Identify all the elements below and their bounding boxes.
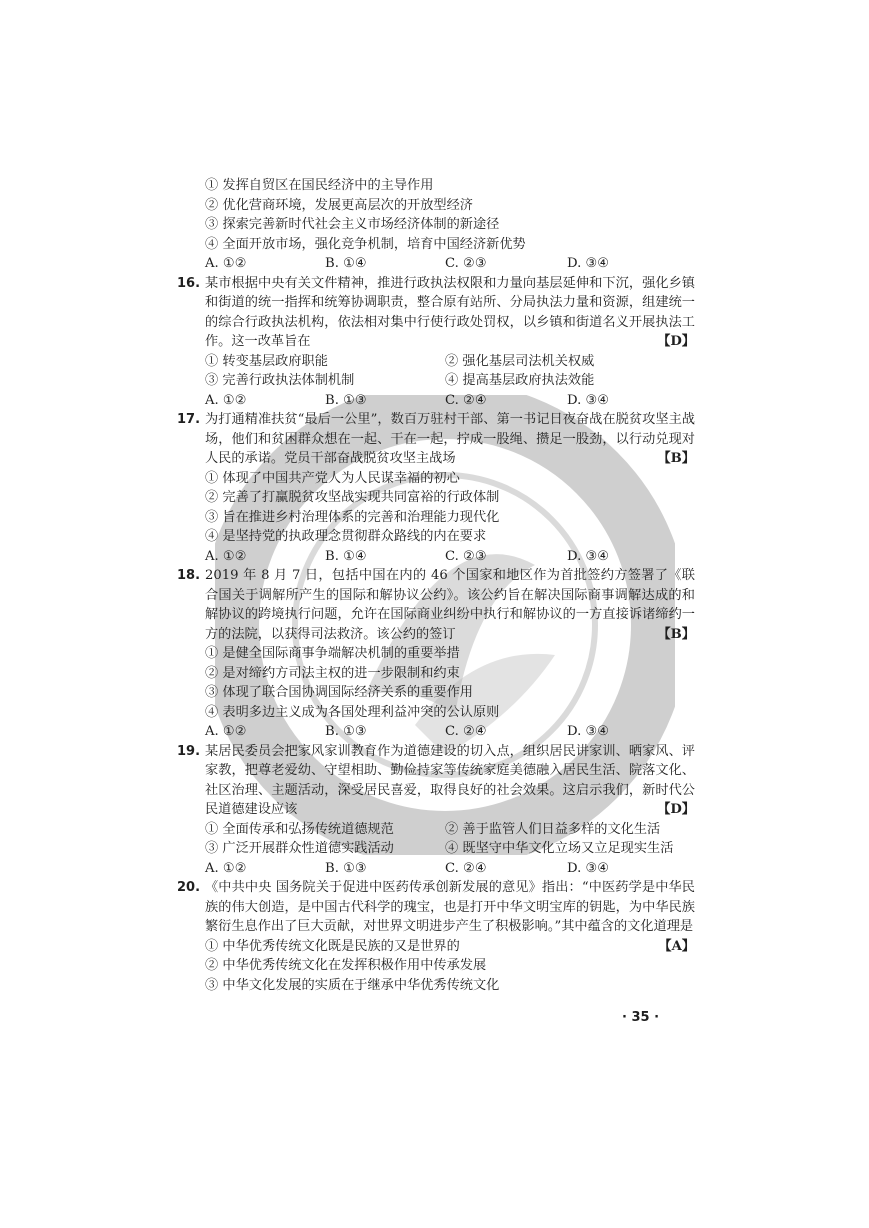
choice-d: D. ③④ [567, 548, 610, 564]
option: ① 转变基层政府职能 [205, 353, 328, 369]
question-16 [177, 274, 695, 411]
option: ① 体现了中国共产党人为人民谋幸福的初心 [205, 470, 460, 486]
option: ③ 中华文化发展的实质在于继承中华优秀传统文化 [205, 977, 500, 993]
stem-text: 某市根据中央有关文件精神，推进行政执法权限和力量向基层延伸和下沉，强化乡镇和街道的统一指挥和统筹协调职责，整合原有站所、分局执法力量和资源，组建统一的综合行政执法机构，依法相对集中行使行政处罚权，以乡镇和街道名义开展执法工作。这一改革旨在 [205, 275, 695, 349]
choice-c: C. ②④ [445, 724, 487, 739]
question-number: 18. [177, 568, 201, 583]
choice-a: A. ①② [205, 392, 247, 408]
option: ④ 既坚守中华文化立场又立足现实生活 [445, 841, 674, 856]
option: ② 完善了打赢脱贫攻坚战实现共同富裕的行政体制 [205, 490, 500, 505]
option: ② 善于监管人们日益多样的文化生活 [445, 821, 661, 837]
answer-key: 【D】 [657, 334, 695, 349]
option: ③ 广泛开展群众性道德实践活动 [205, 841, 394, 856]
question-18 [177, 566, 695, 742]
option: ① 中华优秀传统文化既是民族的又是世界的 [205, 938, 460, 954]
option: ① 是健全国际商事争端解决机制的重要举措 [205, 646, 460, 661]
option: ② 强化基层司法机关权威 [445, 353, 595, 369]
choice-row [205, 254, 695, 274]
choice-d: D. ③④ [567, 860, 610, 876]
option: ③ 完善行政执法体制机制 [205, 373, 355, 388]
page-number: · 35 · [622, 1010, 660, 1025]
question-stem [205, 410, 695, 469]
question-stem [205, 742, 695, 820]
question-number: 16. [177, 275, 201, 291]
choice-row [205, 391, 695, 411]
choice-c: C. ②④ [445, 392, 487, 408]
choice-row [205, 722, 695, 742]
question-stem [205, 274, 695, 352]
option: ④ 是坚持党的执政理念贯彻群众路线的内在要求 [205, 529, 487, 544]
option-row [205, 839, 695, 859]
choice-row [205, 859, 695, 879]
option: ① 全面传承和弘扬传统道德规范 [205, 821, 394, 837]
question-17 [177, 410, 695, 566]
choice-c: C. ②③ [445, 548, 487, 564]
choice-row [205, 547, 695, 567]
option: ③ 体现了联合国协调国际经济关系的重要作用 [205, 685, 473, 700]
choice-d: D. ③④ [567, 256, 610, 271]
question-20 [177, 878, 695, 995]
question-number: 19. [177, 743, 201, 759]
question-content [177, 176, 695, 995]
choice-a: A. ①② [205, 860, 247, 876]
choice-b: B. ①④ [325, 256, 367, 271]
stem-text: 2019 年 8 月 7 日，包括中国在内的 46 个国家和地区作为首批签约方签署了《联合国关于调解所产生的国际和解协议公约》。该公约旨在解决国际商事调解达成的和解协议的跨境执行问题，允许在国际商业纠纷中执行和解协议的一方直接诉诸缔约一方的法院，以获得司法救济。该公约的签订 [205, 568, 695, 642]
option: ① 发挥自贸区在国民经济中的主导作用 [205, 178, 434, 193]
choice-b: B. ①③ [325, 724, 367, 739]
option: ④ 表明多边主义成为各国处理利益冲突的公认原则 [205, 704, 500, 720]
question-19 [177, 742, 695, 879]
choice-c: C. ②④ [445, 860, 487, 876]
choice-b: B. ①③ [325, 392, 367, 408]
option: ③ 旨在推进乡村治理体系的完善和治理能力现代化 [205, 509, 500, 525]
option: ② 优化营商环境，发展更高层次的开放型经济 [205, 197, 473, 213]
choice-c: C. ②③ [445, 256, 487, 271]
option: ② 中华优秀传统文化在发挥积极作用中传承发展 [205, 958, 487, 973]
choice-a: A. ①② [205, 724, 247, 739]
option-row [205, 352, 695, 372]
answer-key: 【B】 [657, 626, 695, 642]
stem-text: 某居民委员会把家风家训教育作为道德建设的切入点，组织居民讲家训、晒家风、评家教，把尊老爱幼、守望相助、勤俭持家等传统家庭美德融入居民生活、院落文化、社区治理、主题活动，深受居民喜爱，取得良好的社会效果。这启示我们，新时代公民道德建设应该 [205, 743, 695, 817]
intro-options [205, 176, 695, 274]
choice-b: B. ①④ [325, 548, 367, 564]
answer-key: 【B】 [657, 451, 695, 466]
choice-b: B. ①③ [325, 860, 367, 876]
answer-key: 【D】 [657, 802, 695, 817]
question-number: 17. [177, 412, 201, 427]
choice-a: A. ①② [205, 548, 247, 564]
choice-a: A. ①② [205, 256, 247, 271]
question-number: 20. [177, 880, 201, 895]
stem-text: 为打通精准扶贫“最后一公里”，数百万驻村干部、第一书记日夜奋战在脱贫攻坚主战场，他们和贫困群众想在一起、干在一起，拧成一股绳、攒足一股劲，以行动兑现对人民的承诺。党员干部奋战脱贫攻坚主战场 [205, 412, 695, 466]
choice-d: D. ③④ [567, 392, 610, 408]
stem-text: 《中共中央 国务院关于促进中医药传承创新发展的意见》指出：“中医药学是中华民族的伟大创造，是中国古代科学的瑰宝，也是打开中华文明宝库的钥匙，为中华民族繁衍生息作出了巨大贡献，对世界文明进步产生了积极影响。”其中蕴含的文化道理是 [205, 880, 695, 934]
option: ③ 探索完善新时代社会主义市场经济体制的新途径 [205, 217, 500, 232]
option-row [205, 820, 695, 840]
option: ④ 全面开放市场，强化竞争机制，培育中国经济新优势 [205, 236, 526, 252]
option: ④ 提高基层政府执法效能 [445, 373, 595, 388]
option-row [205, 371, 695, 391]
answer-key: 【A】 [658, 938, 695, 954]
choice-d: D. ③④ [567, 724, 610, 739]
option: ② 是对缔约方司法主权的进一步限制和约束 [205, 665, 460, 681]
question-stem [205, 566, 695, 644]
